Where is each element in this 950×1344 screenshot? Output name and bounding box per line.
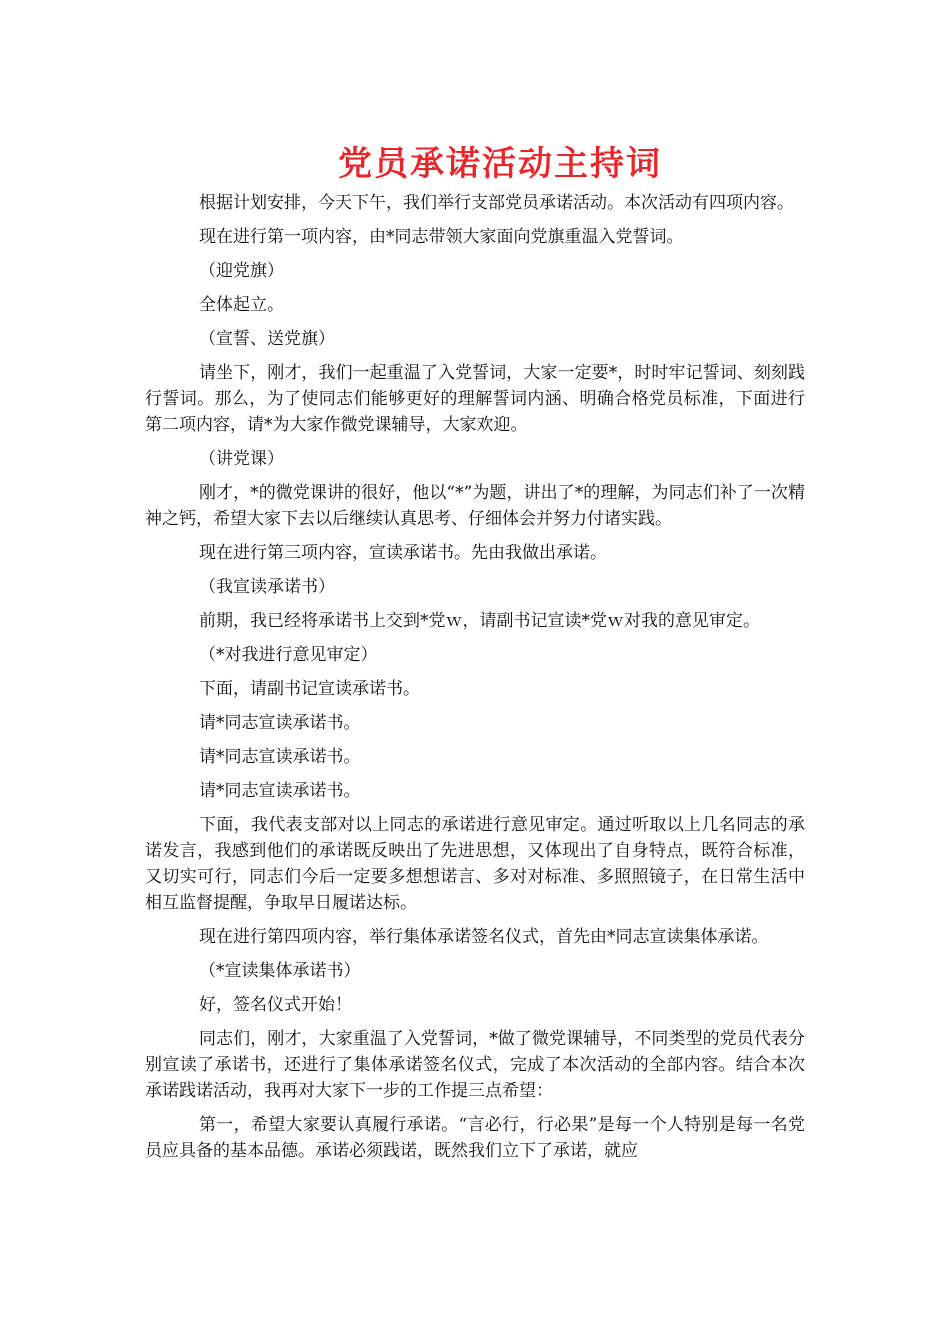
document-body [145, 190, 805, 1172]
paragraph: 同志们，刚才，大家重温了入党誓词，*做了微党课辅导，不同类型的党员代表分别宣读了承诺书，还进行了集体承诺签名仪式，完成了本次活动的全部内容。结合本次承诺践诺活动，我再对大家下一步的工作提三点希望： [145, 1029, 805, 1101]
paragraph: 刚才，*的微党课讲的很好，他以“*”为题，讲出了*的理解，为同志们补了一次精神之钙，希望大家下去以后继续认真思考、仔细体会并努力付诸实践。 [145, 483, 805, 529]
paragraph: 请*同志宣读承诺书。 [199, 781, 361, 801]
paragraph: 根据计划安排，今天下午，我们举行支部党员承诺活动。本次活动有四项内容。 [199, 193, 794, 213]
paragraph: 前期，我已经将承诺书上交到*党ｗ，请副书记宣读*党ｗ对我的意见审定。 [199, 611, 760, 631]
paragraph: （我宣读承诺书） [199, 577, 335, 597]
paragraph: （宣誓、送党旗） [199, 329, 335, 349]
paragraph: 请坐下，刚才，我们一起重温了入党誓词，大家一定要*，时时牢记誓词、刻刻践行誓词。那么，为了使同志们能够更好的理解誓词内涵、明确合格党员标准，下面进行第二项内容，请*为大家作微党课辅导，大家欢迎。 [145, 363, 805, 435]
paragraph: 现在进行第四项内容，举行集体承诺签名仪式，首先由*同志宣读集体承诺。 [199, 927, 769, 947]
paragraph: （*对我进行意见审定） [199, 645, 378, 665]
paragraph: 全体起立。 [199, 295, 284, 315]
paragraph: （讲党课） [199, 449, 284, 469]
paragraph: 第一，希望大家要认真履行承诺。“言必行，行必果”是每一个人特别是每一名党员应具备的基本品德。承诺必须践诺，既然我们立下了承诺，就应 [145, 1115, 805, 1161]
paragraph: 好，签名仪式开始！ [199, 995, 352, 1015]
paragraph: 下面，我代表支部对以上同志的承诺进行意见审定。通过听取以上几名同志的承诺发言，我感到他们的承诺既反映出了先进思想，又体现出了自身特点，既符合标准，又切实可行，同志们今后一定要多想想诺言、多对对标准、多照照镜子，在日常生活中相互监督提醒，争取早日履诺达标。 [145, 815, 805, 913]
paragraph: 下面，请副书记宣读承诺书。 [199, 679, 420, 699]
document-title: 党员承诺活动主持词 [338, 144, 662, 184]
paragraph: 现在进行第三项内容，宣读承诺书。先由我做出承诺。 [199, 543, 607, 563]
paragraph: （*宣读集体承诺书） [199, 961, 361, 981]
paragraph: 请*同志宣读承诺书。 [199, 747, 361, 767]
paragraph: 请*同志宣读承诺书。 [199, 713, 361, 733]
paragraph: （迎党旗） [199, 261, 284, 281]
paragraph: 现在进行第一项内容，由*同志带领大家面向党旗重温入党誓词。 [199, 227, 684, 247]
